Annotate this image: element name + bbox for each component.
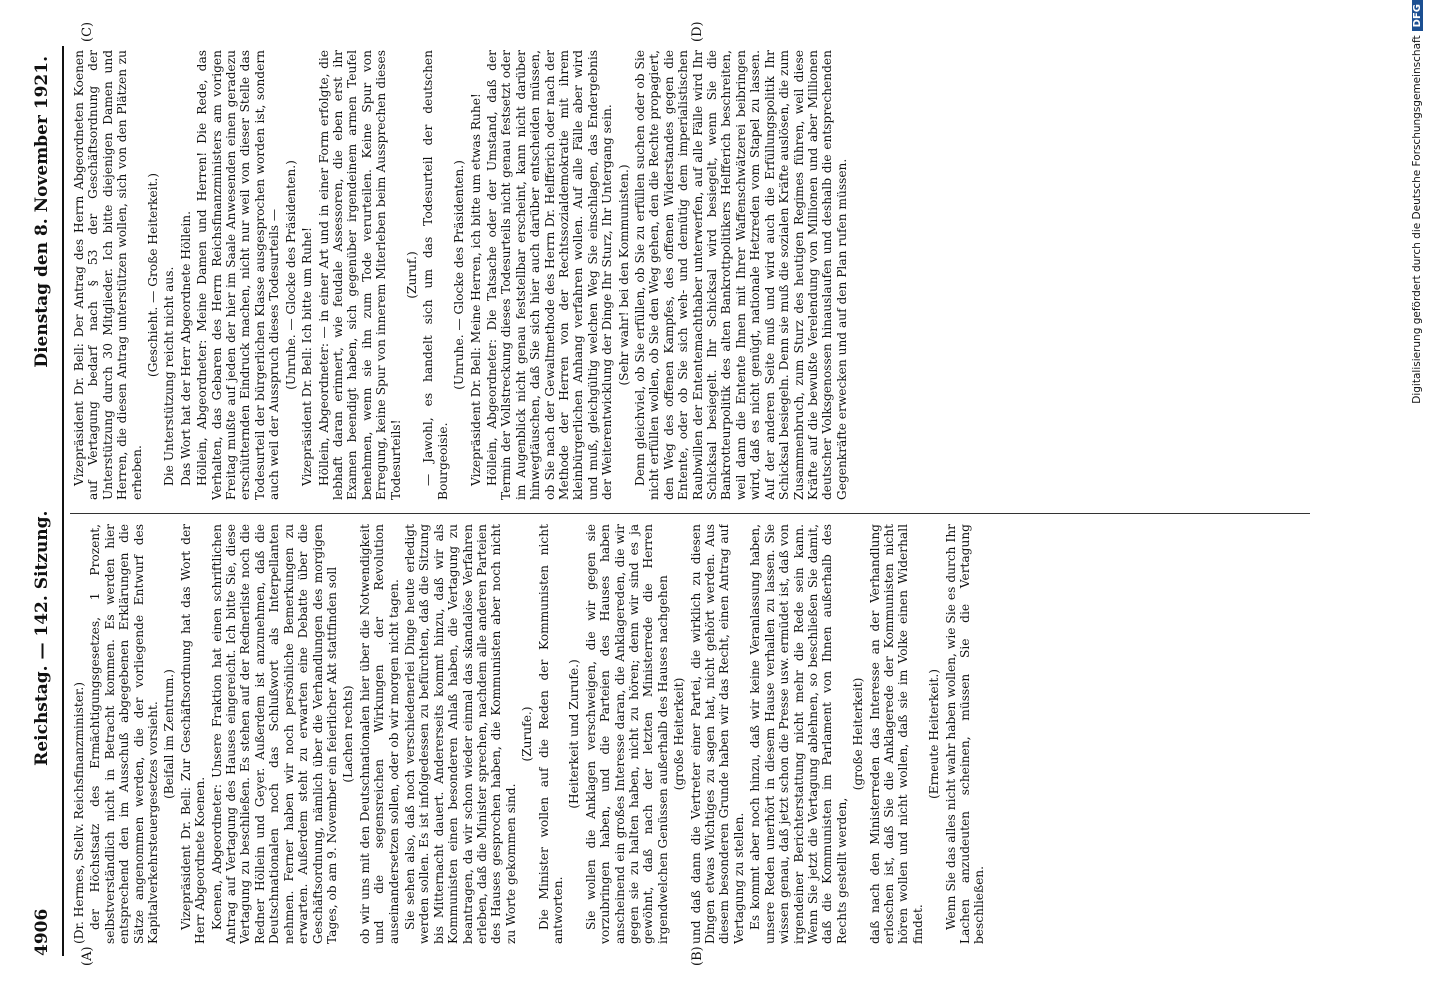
dfg-logo: DFG [1412, 0, 1423, 31]
text-column-right [72, 50, 1312, 500]
paragraph: — Jawohl, es handelt sich um das Todesurteil der deutschen Bourgeoisie. [421, 50, 450, 500]
interjection: (Unruhe. — Glocke des Präsidenten.) [283, 160, 298, 390]
paragraph: Sie wollen die Anklagen verschweigen, die wir gegen sie vorzubringen haben, und die Parteien des Hauses haben anscheinend ein großes Interesse daran, die Anklagereden, die wir gegen sie zu halten haben, nicht zu hören; denn wir sind es ja gewöhnt, daß nach der letzten Ministerrede die Herren irgendwelchen Genüssen außerhalb des Hauses nachgehen [583, 524, 670, 944]
margin-marker-a: (A) [80, 946, 95, 966]
paragraph: Denn gleichviel, ob Sie erfüllen, ob Sie zu erfüllen suchen oder ob Sie nicht erfüllen wollen, ob Sie den Weg gehen, den die Rechte propagiert, den Weg des offenen Kampfes, des offenen Widerstandes gegen die Entente, oder ob Sie sich weh- und demütig dem imperialistischen Raubwillen der Ententemachthaber unterwerfen, auf alle Fälle wird Ihr Schicksal besiegelt. Ihr Schicksal wird besiegelt, wenn Sie die Bankrotteurpolitik des alten Bankrottpolitikers Helfferich beschreiten, weil dann die Entente Ihnen mit Ihrer Waffenschwätzerei beibringen wird, daß es nicht genügt, nationale Hetzreden vom Stapel zu lassen. Auf der anderen Seite muß und wird auch die Erfüllungspolitik Ihr Schicksal besiegeln. Denn sie muß die sozialen Kräfte auslösen, die zum Zusammenbruch, zum Sturz des heutigen Regimes führen, weil diese Kräfte auf die bewußte Verelendung von Millionen und aber Millionen deutscher Volksgenossen hinauslaufen und deshalb die entsprechenden Gegenkräfte erwecken und auf den Plan rufen müssen. [633, 50, 849, 500]
paragraph: Höllein, Abgeordneter: Meine Damen und Herren! Die Rede, das Verhalten, das Gebaren des Herrn Reichsfinanzministers am vorigen Freitag mußte auf jeden der hier im Saale Anwesenden einen geradezu erschütternden Eindruck machen, nicht nur weil von dieser Stelle das Todesurteil der bürgerlichen Klasse ausgesprochen worden ist, sondern auch weil der Ausspruch dieses Todesurteils — [195, 50, 282, 500]
interjection: (Zuruf.) [404, 251, 419, 299]
paragraph: Höllein, Abgeordneter: Die Tatsache oder der Umstand, daß der Termin der Vollstreckung dieses Todesurteils nicht genau festsetzt oder im Augenblick nicht genau feststellbar erscheint, kann nicht darüber hinwegtäuschen, daß Sie sich hier auch darüber entscheiden müssen, ob Sie nach der Gewaltmethode des Herrn Dr. Helfferich oder nach der Methode der Herren von der Rechtssozialdemokratie mit ihrem kleinbürgerlichen Anhang verfahren wollen. Auf alle Fälle aber wird und muß, gleichgültig welchen Weg Sie einschlagen, das Endergebnis der Weiterentwicklung der Dinge Ihr Sturz, Ihr Untergang sein. [484, 50, 615, 500]
interjection: (Zurufe.) [520, 706, 535, 762]
interjection: (große Heiterkeit) [672, 677, 687, 791]
paragraph: ob wir uns mit den Deutschnationalen hier über die Notwendigkeit und die segensreichen Wirkungen der Revolution auseinandersetzen sollen, oder ob wir morgen nicht tagen. [357, 524, 401, 944]
margin-marker-d: (D) [690, 21, 705, 42]
paragraph: (Dr. Hermes, Stellv. Reichsfinanzminister.) [72, 681, 86, 944]
interjection: (Unruhe. — Glocke des Präsidenten.) [452, 160, 467, 390]
paragraph: Die Minister wollen auf die Reden der Kommunisten nicht antworten. [536, 524, 565, 944]
paragraph: daß nach den Ministerreden das Interesse an der Verhandlung erloschen ist, daß Sie die Anklagerede der Kommunisten nicht hören wollen und nicht wollen, daß sie im Volke einen Widerhall findet. [867, 524, 925, 944]
interjection: (Erneute Heiterkeit.) [927, 668, 942, 800]
paragraph: Vizepräsident Dr. Bell: Zur Geschäftsordnung hat das Wort der Herr Abgeordnete Koenen. [178, 524, 208, 944]
page-header [24, 56, 60, 956]
interjection: (Geschieht. — Große Heiterkeit.) [146, 172, 161, 378]
paragraph: Koenen, Abgeordneter: Unsere Fraktion hat einen schriftlichen Antrag auf Vertagung des Hauses eingereicht. Ich bitte Sie, diese Vertagung zu beschließen. Es stehen auf der Rednerliste noch die Redner Höllein und Geyer. Außerdem ist anzunehmen, daß die Deutschnationalen noch das Schlußwort als Interpellanten nehmen. Ferner haben wir noch persönliche Bemerkungen zu erwarten. Außerdem steht zu erwarten eine Debatte über die Geschäftsordnung, nämlich über die Verhandlungen des morgigen Tages, ob am 9. November ein feierlicher Akt stattfinden soll [209, 524, 339, 944]
text-column-left [72, 524, 1312, 944]
paragraph: Vizepräsident Dr. Bell: Meine Herren, ich bitte um etwas Ruhe! [468, 93, 483, 486]
paragraph: der Höchstsatz des Ermächtigungsgesetzes, 1 Prozent, selbstverständlich nicht in Betracht kommen. Es werden hier entsprechend den im Ausschuß abgegebenen Erklärungen die Sätze angenommen werden, die der vorliegende Entwurf des Kapitalverkehrsteuergesetzes vorsieht. [88, 524, 161, 944]
paragraph: Vizepräsident Dr. Bell: Der Antrag des Herrn Abgeordneten Koenen auf Vertagung bedarf nach § 53 der Geschäftsordnung der Unterstützung durch 30 Mitglieder. Ich bitte diejenigen Damen und Herren, die diesen Antrag unterstützen wollen, sich von den Plätzen zu erheben. [72, 50, 144, 500]
interjection: (Sehr wahr! bei den Kommunisten.) [616, 164, 631, 386]
interjection: (große Heiterkeit) [851, 677, 866, 791]
interjection: (Beifall im Zentrum.) [162, 669, 177, 799]
header-right-title: Dienstag den 8. November 1921. [32, 56, 52, 368]
paragraph: und daß dann die Vertreter einer Partei, die wirklich zu diesen Dingen etwas Wichtiges zu sagen hat, nicht gehört werden. Aus diesem besonderen Grunde haben wir das Recht, einen Antrag auf Vertagung zu stellen. [688, 524, 746, 944]
header-left-title: Reichstag. — 142. Sitzung. [32, 510, 52, 766]
paragraph: Die Unterstützung reicht nicht aus. [162, 266, 177, 486]
margin-marker-b: (B) [690, 946, 705, 966]
paragraph: Sie sehen also, daß noch verschiedenerlei Dinge heute erledigt werden sollen. Es ist infolgedessen zu befürchten, daß die Sitzung bis Mitternacht dauert. Andererseits kommt hinzu, daß wir als Kommunisten einen besonderen Anlaß haben, die Vertagung zu beantragen, da wir schon wieder einmal das skandalöse Verfahren erleben, daß die Minister sprechen, nachdem alle anderen Parteien des Hauses gesprochen haben, die Kommunisten aber noch nicht zu Worte gekommen sind. [402, 524, 518, 944]
header-rule [62, 46, 64, 956]
page-number: 4906 [32, 908, 52, 956]
paragraph: Wenn Sie das alles nicht wahr haben wollen, wie Sie es durch Ihr Lachen anzudeuten scheinen, müssen Sie die Vertagung beschließen. [943, 524, 987, 944]
paragraph: Vizepräsident Dr. Bell: Ich bitte um Ruhe! [300, 227, 315, 486]
digitization-credit [1406, 0, 1428, 1000]
interjection: (Lachen rechts) [341, 685, 356, 783]
paragraph: Es kommt aber noch hinzu, daß wir keine Veranlassung haben, unsere Reden unerhört in diesem Hause verhallen zu lassen. Sie wissen genau, daß jetzt schon die Presse usw. ermüdet ist, daß von irgendeiner Berichterstattung nicht mehr die Rede sein kann. Wenn Sie jetzt die Vertagung ablehnen, so beschließen Sie damit, daß die Kommunisten im Parlament von Ihnen außerhalb des Rechts gestellt werden, [748, 524, 849, 944]
paragraph: Das Wort hat der Herr Abgeordnete Höllein. [178, 211, 193, 486]
credit-text: Digitalisierung gefördert durch die Deutsche Forschungsgemeinschaft [1411, 35, 1423, 404]
column-divider [70, 513, 1310, 514]
margin-marker-c: (C) [80, 21, 95, 42]
interjection: (Heiterkeit und Zurufe.) [567, 659, 582, 809]
paragraph: Höllein, Abgeordneter: — in einer Art und in einer Form erfolgte, die lebhaft daran erinnert, wie feudale Assessoren, die eben erst ihr Examen beendigt haben, sich gegenüber irgendeinem armen Teufel benehmen, wenn sie ihn zum Tode verurteilen. Keine Spur von Erregung, keine Spur von innerem Miterleben beim Aussprechen dieses Todesurteils! [316, 50, 403, 500]
